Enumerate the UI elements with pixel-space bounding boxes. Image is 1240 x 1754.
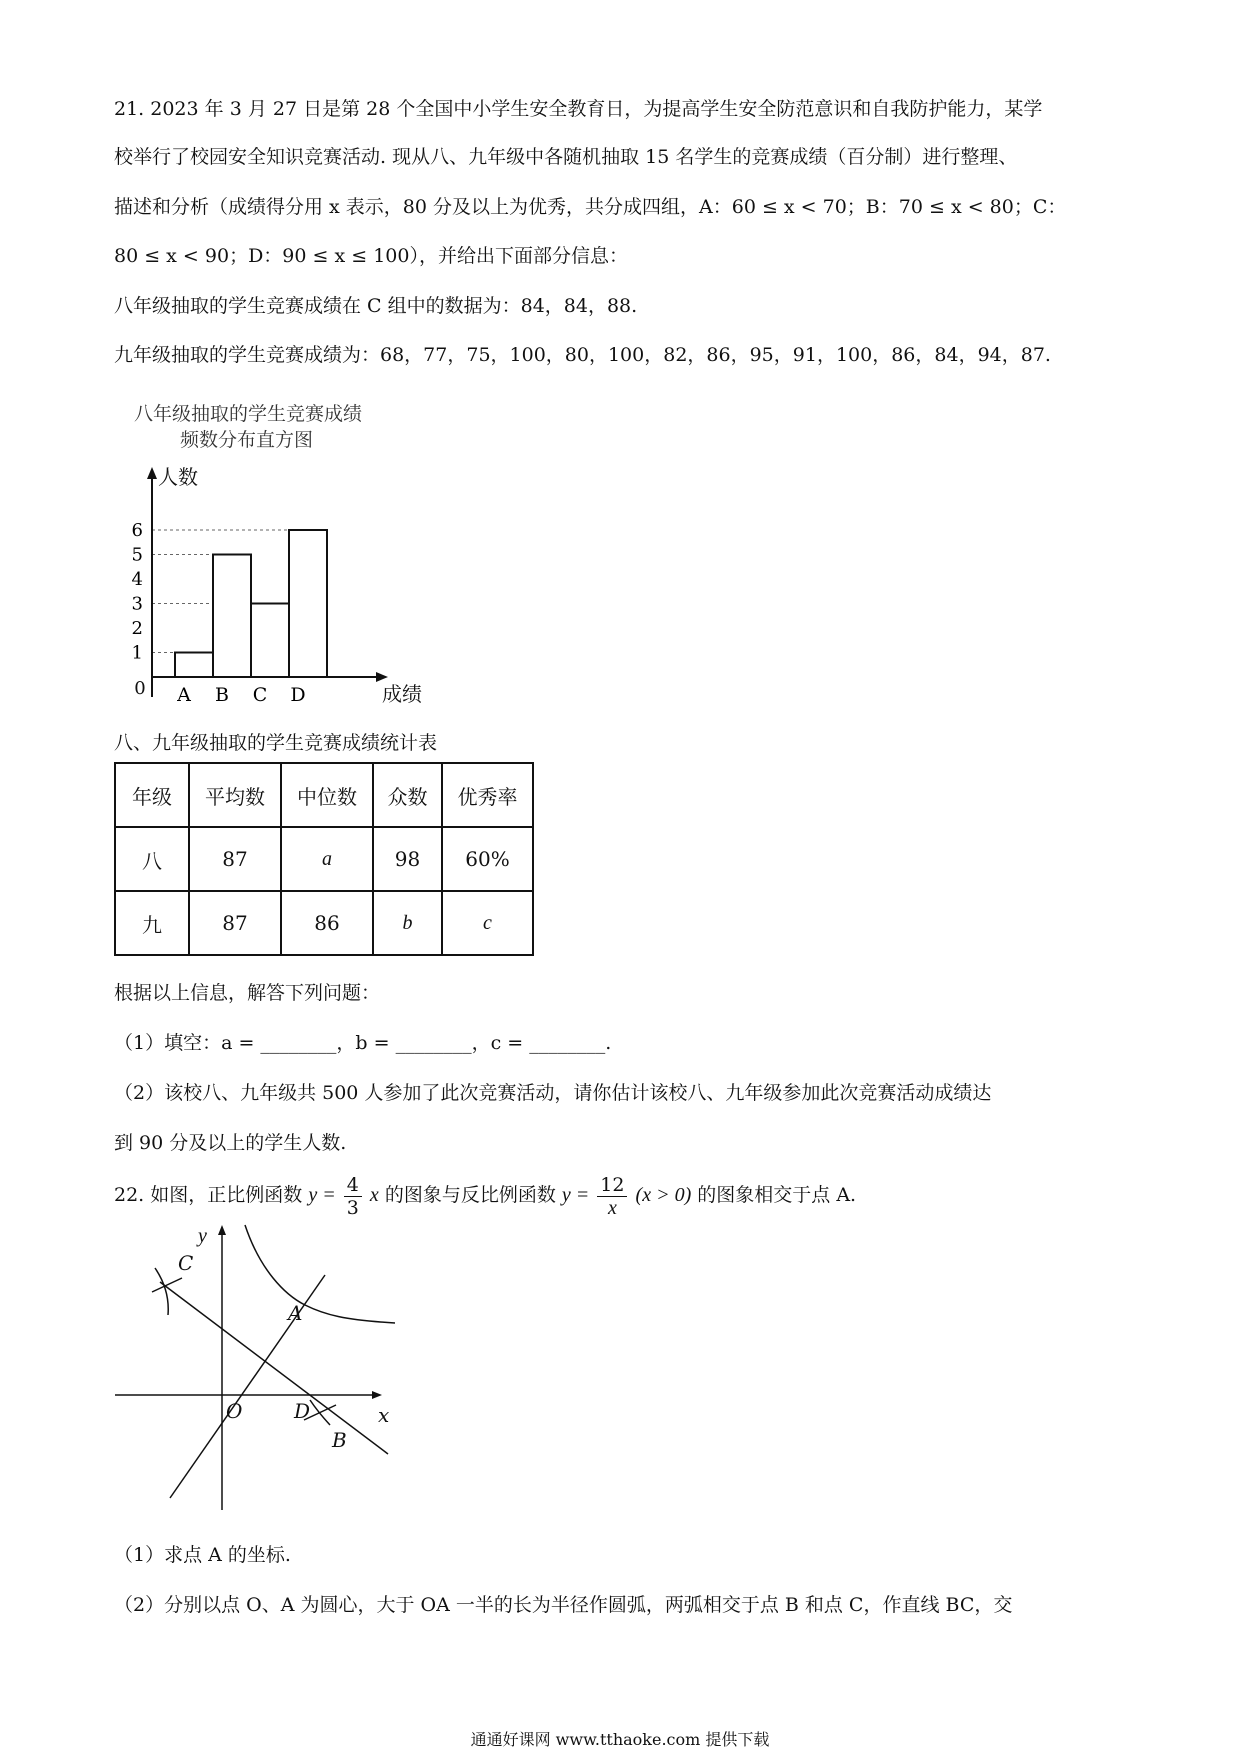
- q21-intro: 根据以上信息，解答下列问题：: [114, 982, 381, 1004]
- chart-bars: [175, 530, 327, 677]
- table-cell: 60%: [442, 827, 533, 891]
- fraction-4-3: [344, 1174, 362, 1219]
- label-c: C: [178, 1251, 194, 1275]
- table-cell: 九: [115, 891, 189, 955]
- q21-line-3: 描述和分析（成绩得分用 x 表示，80 分及以上为优秀，共分成四组，A：60 ≤ x < 70；B：70 ≤ x < 80；C：: [114, 196, 1067, 218]
- header-median: 中位数: [281, 763, 373, 827]
- q22-part-2: （2）分别以点 O、A 为圆心，大于 OA 一半的长为半径作圆弧，两弧相交于点 B 和点 C，作直线 BC，交: [114, 1594, 1013, 1616]
- q21-line-4: 80 ≤ x < 90；D：90 ≤ x ≤ 100），并给出下面部分信息：: [114, 245, 628, 267]
- table-cell: c: [442, 891, 533, 955]
- q21-line-5: 八年级抽取的学生竞赛成绩在 C 组中的数据为：84，84，88.: [114, 295, 638, 317]
- y-axis-arrow: [218, 1225, 226, 1235]
- x-axis-arrow: [372, 1391, 382, 1399]
- line-bc: [160, 1282, 388, 1454]
- statistics-table: [114, 762, 534, 956]
- y-tick-label: 2: [131, 618, 143, 639]
- bar-B: [213, 555, 251, 678]
- f2-y: y =: [561, 1184, 590, 1206]
- fraction-12-x: [597, 1174, 627, 1219]
- x-tick-label: D: [290, 684, 306, 706]
- label-y: y: [198, 1225, 207, 1247]
- header-excellent-rate: 优秀率: [442, 763, 533, 827]
- table-cell: 87: [189, 827, 281, 891]
- q21-line-1: 21. 2023 年 3 月 27 日是第 28 个全国中小学生安全教育日，为提高学生安全防范意识和自我防护能力，某学: [114, 98, 1043, 120]
- x-tick-labels: [176, 684, 305, 706]
- header-mean: 平均数: [189, 763, 281, 827]
- y-tick-label: 6: [131, 520, 143, 541]
- q22-suffix: 的图象相交于点 A.: [697, 1184, 857, 1206]
- table-row: [115, 891, 533, 955]
- f2-condition: (x > 0): [635, 1184, 692, 1206]
- y-tick-label: 1: [131, 642, 143, 664]
- q21-line-2: 校举行了校园安全知识竞赛活动. 现从八、九年级中各随机抽取 15 名学生的竞赛成绩（百分制）进行整理、: [114, 146, 1018, 168]
- f1-denominator: 3: [346, 1196, 359, 1219]
- footer: 通通好课网 www.tthaoke.com 提供下载: [470, 1730, 770, 1749]
- label-d: D: [294, 1399, 311, 1423]
- table-cell: a: [281, 827, 373, 891]
- origin-label: 0: [134, 678, 146, 699]
- label-x: x: [378, 1403, 390, 1427]
- header-grade: 年级: [115, 763, 189, 827]
- f1-x: x: [369, 1184, 379, 1206]
- table-cell: 86: [281, 891, 373, 955]
- table-header-row: [115, 763, 533, 827]
- label-b: B: [332, 1428, 347, 1452]
- label-a: A: [288, 1301, 303, 1325]
- q22-heading: [114, 1170, 856, 1220]
- y-tick-label: 4: [131, 569, 143, 590]
- q21-part-2-line-2: 到 90 分及以上的学生人数.: [114, 1132, 347, 1154]
- label-o: O: [226, 1399, 243, 1423]
- q22-part-1: （1）求点 A 的坐标.: [114, 1544, 291, 1566]
- table-cell: 八: [115, 827, 189, 891]
- bar-A: [175, 653, 213, 678]
- x-tick-label: B: [215, 684, 229, 706]
- geometry-figure: [110, 1220, 410, 1515]
- bar-C: [251, 604, 289, 678]
- f2-numerator: 12: [597, 1174, 627, 1197]
- arc-mark-c: [155, 1268, 168, 1315]
- arc-mark-c-cross: [152, 1278, 182, 1292]
- x-tick-label: C: [252, 684, 268, 706]
- y-axis-label: 人数: [158, 465, 198, 489]
- table-cell: b: [373, 891, 442, 955]
- f1-numerator: 4: [344, 1174, 362, 1197]
- q21-part-1: （1）填空：a = ________，b = ________，c = ________.: [114, 1032, 612, 1054]
- y-tick-label: 3: [131, 593, 143, 615]
- table-cell: 87: [189, 891, 281, 955]
- table-caption: 八、九年级抽取的学生竞赛成绩统计表: [114, 732, 438, 754]
- f1-y: y =: [308, 1184, 336, 1206]
- x-tick-label: A: [177, 684, 191, 706]
- hyperbola-curve: [245, 1225, 395, 1323]
- q21-line-6: 九年级抽取的学生竞赛成绩为：68，77，75，100，80，100，82，86，95，91，100，86，84，94，87.: [114, 344, 1051, 366]
- chart-subtitle: 频数分布直方图: [180, 429, 314, 451]
- q21-part-2-line-1: （2）该校八、九年级共 500 人参加了此次竞赛活动，请你估计该校八、九年级参加此次竞赛活动成绩达: [114, 1082, 992, 1104]
- header-mode: 众数: [373, 763, 442, 827]
- q22-prefix: 22. 如图，正比例函数: [114, 1184, 303, 1206]
- chart-title: 八年级抽取的学生竞赛成绩: [134, 403, 363, 425]
- f2-denominator: x: [607, 1196, 617, 1219]
- q22-mid: 的图象与反比例函数: [384, 1184, 556, 1206]
- y-axis-arrow: [147, 467, 157, 479]
- table-cell: 98: [373, 827, 442, 891]
- y-tick-label: 5: [131, 544, 143, 566]
- x-axis-label: 成绩: [382, 682, 422, 706]
- y-tick-labels: [132, 520, 143, 664]
- bar-D: [289, 530, 327, 677]
- x-axis-arrow: [376, 672, 388, 682]
- frequency-histogram: [110, 395, 440, 715]
- table-row: [115, 827, 533, 891]
